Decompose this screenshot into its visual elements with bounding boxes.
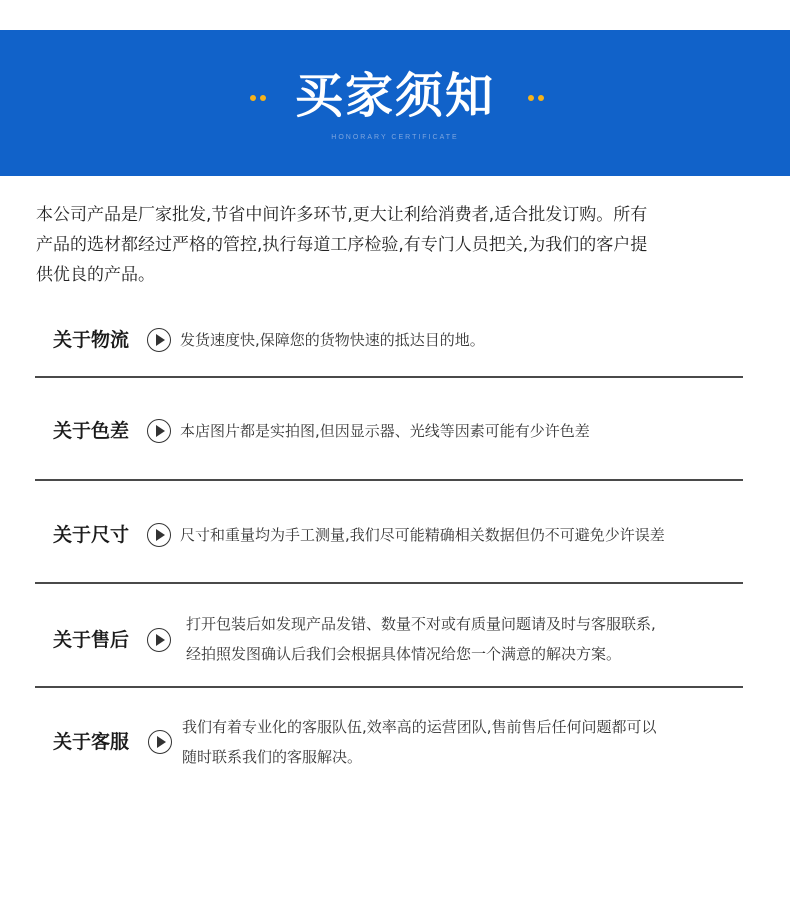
section-text: 本店图片都是实拍图,但因显示器、光线等因素可能有少许色差 xyxy=(180,422,590,440)
section-label: 关于物流 xyxy=(53,329,130,351)
intro-line: 产品的选材都经过严格的管控,执行每道工序检验,有专门人员把关,为我们的客户提 xyxy=(36,235,648,255)
section-divider xyxy=(35,686,743,688)
intro-line: 本公司产品是厂家批发,节省中间许多环节,更大让利给消费者,适合批发订购。所有 xyxy=(36,205,648,225)
section-text: 随时联系我们的客服解决。 xyxy=(182,748,363,766)
section-text: 尺寸和重量均为手工测量,我们尽可能精确相关数据但仍不可避免少许误差 xyxy=(180,526,665,544)
section-text: 经拍照发图确认后我们会根据具体情况给您一个满意的解决方案。 xyxy=(186,645,622,663)
section-divider xyxy=(35,479,743,481)
play-circle-icon xyxy=(147,328,171,352)
section-label: 关于客服 xyxy=(53,731,130,753)
play-circle-icon xyxy=(147,523,171,547)
section-divider xyxy=(35,376,743,378)
decorative-dots-right xyxy=(528,94,544,102)
intro-paragraph xyxy=(36,200,756,290)
section-divider xyxy=(35,582,743,584)
play-circle-icon xyxy=(147,628,171,652)
intro-line: 供优良的产品。 xyxy=(36,265,155,285)
header-banner xyxy=(0,30,790,176)
section-text: 发货速度快,保障您的货物快速的抵达目的地。 xyxy=(180,331,485,349)
section-label: 关于色差 xyxy=(53,420,130,442)
play-circle-icon xyxy=(147,419,171,443)
section-text: 打开包装后如发现产品发错、数量不对或有质量问题请及时与客服联系, xyxy=(186,615,656,633)
section-text: 我们有着专业化的客服队伍,效率高的运营团队,售前售后任何问题都可以 xyxy=(182,718,657,736)
play-circle-icon xyxy=(148,730,172,754)
page-subtitle: HONORARY CERTIFICATE xyxy=(331,134,459,141)
section-label: 关于售后 xyxy=(53,629,130,651)
section-label: 关于尺寸 xyxy=(53,524,130,546)
page-title: 买家须知 xyxy=(294,68,495,124)
